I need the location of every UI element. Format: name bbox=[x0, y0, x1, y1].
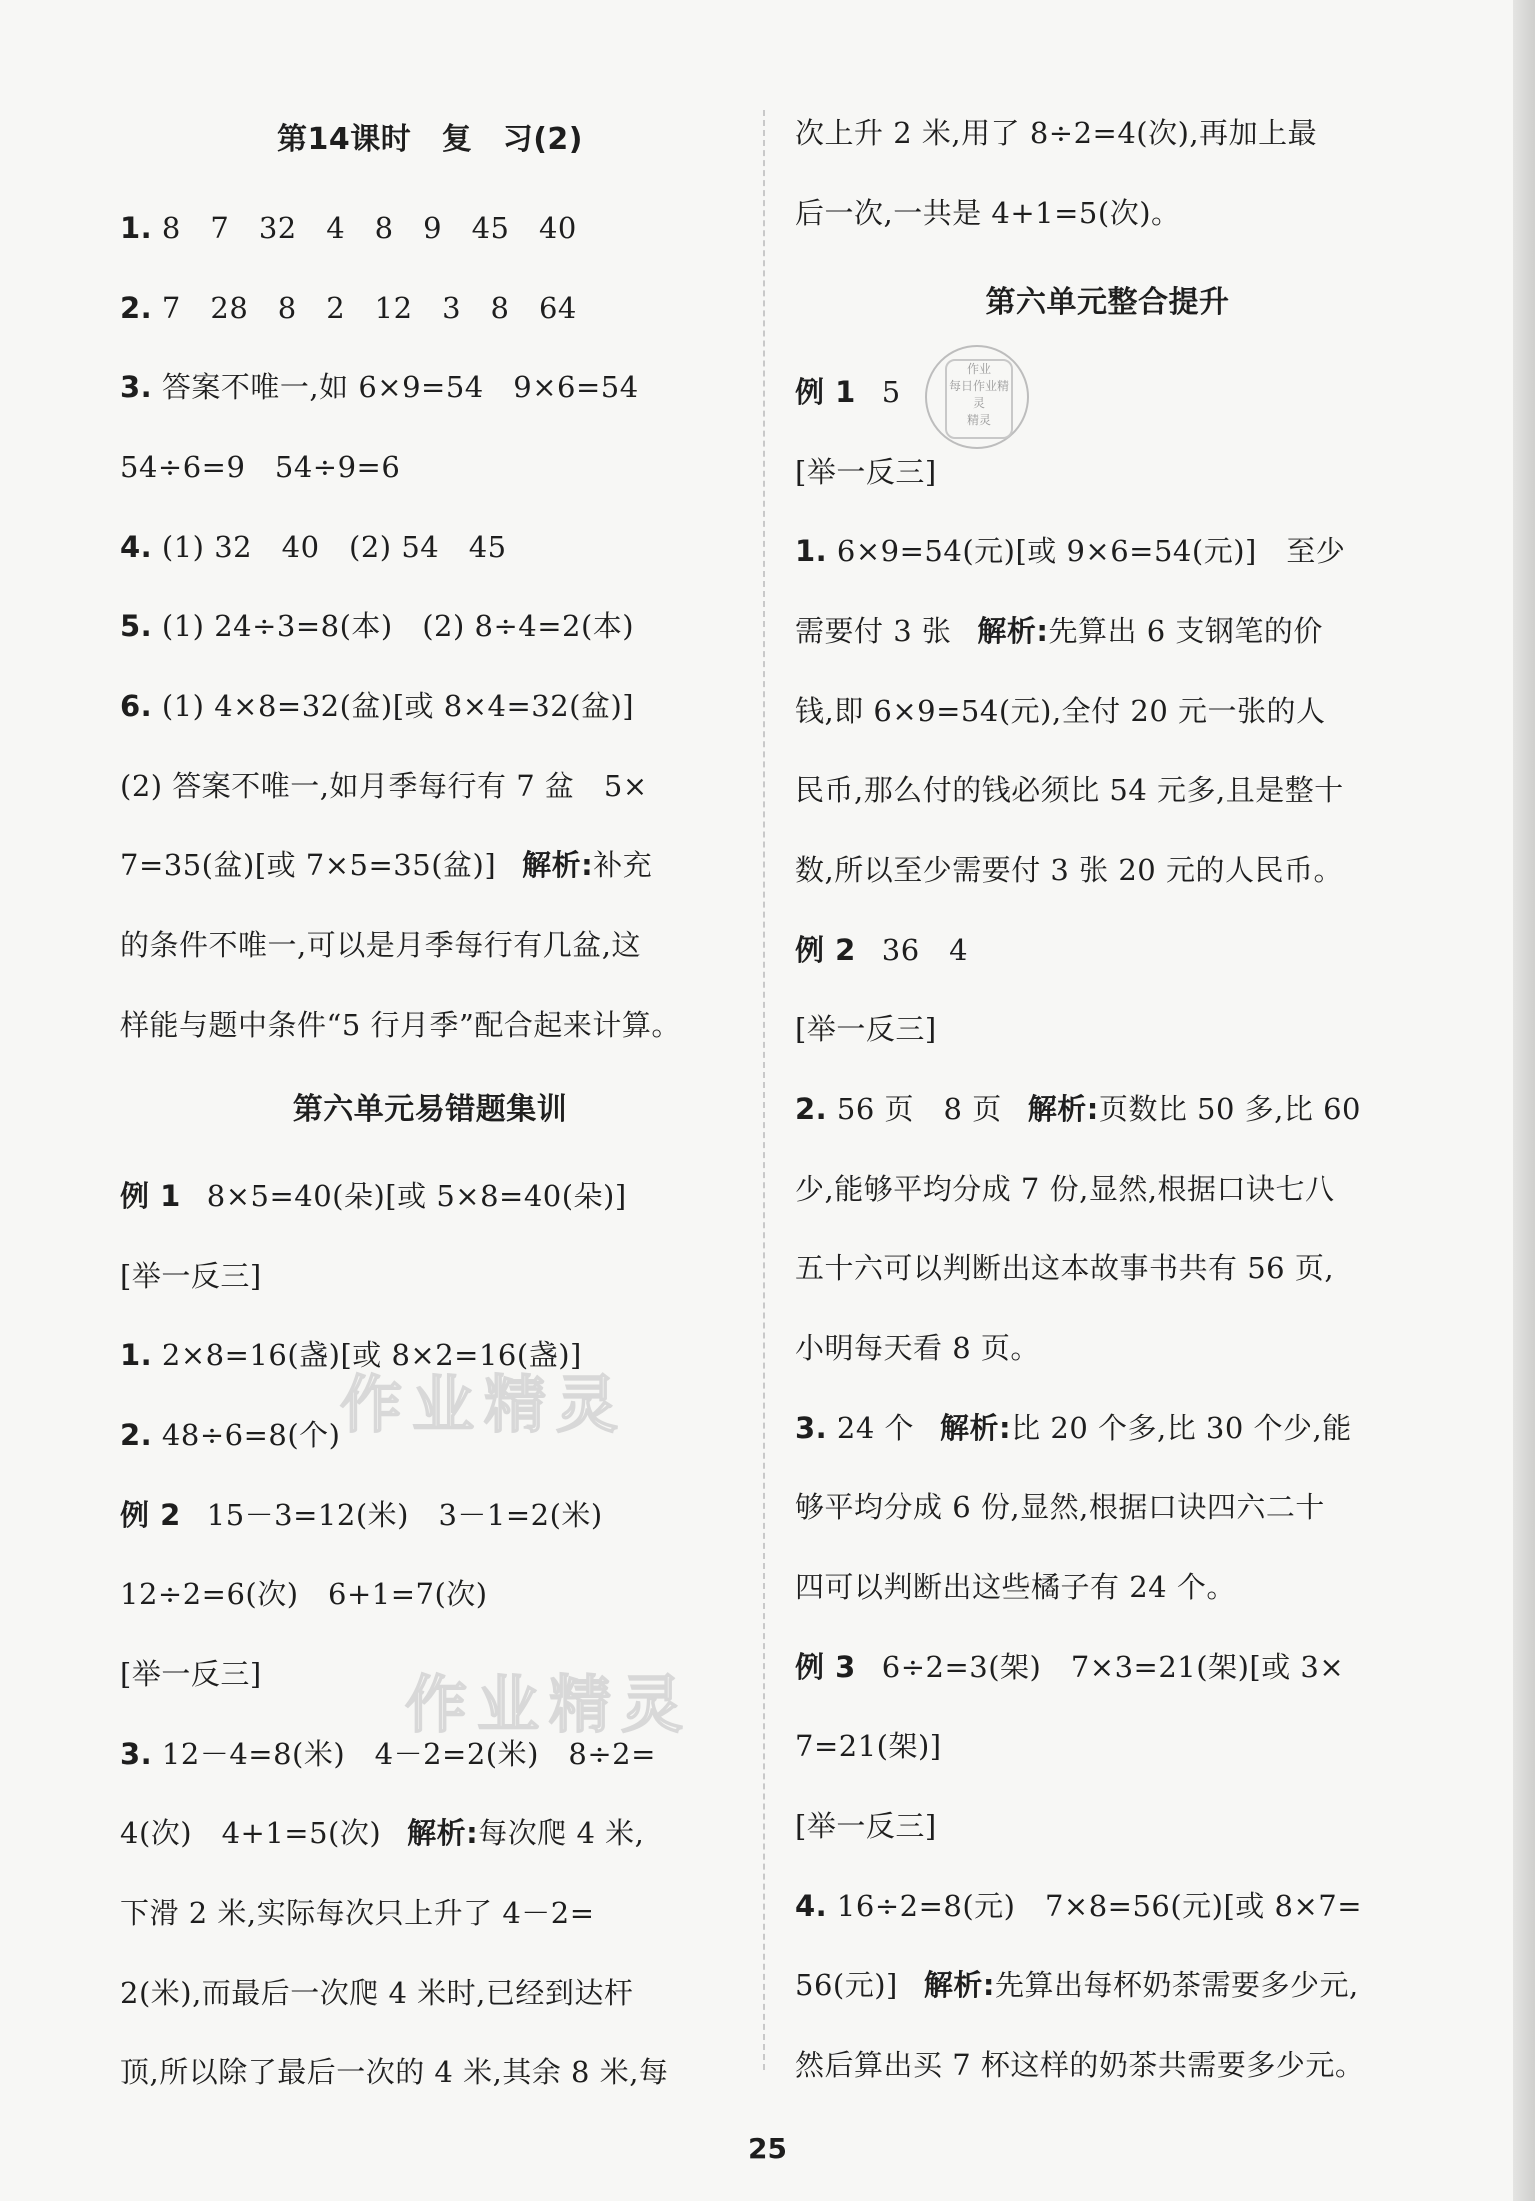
answer-line: 四可以判断出这些橘子有 24 个。 bbox=[795, 1570, 1236, 1604]
answer-line: 五十六可以判断出这本故事书共有 56 页, bbox=[795, 1251, 1335, 1285]
answer-item: 3. 答案不唯一,如 6×9=54 9×6=54 bbox=[120, 370, 639, 404]
answer-item: 3. 24 个 解析:比 20 个多,比 30 个少,能 bbox=[795, 1411, 1352, 1445]
example-item: 例 3 6÷2=3(架) 7×3=21(架)[或 3× bbox=[795, 1650, 1345, 1684]
answer-line: 小明每天看 8 页。 bbox=[795, 1331, 1040, 1365]
example-item: 例 2 36 4 bbox=[795, 933, 969, 967]
page-number: 25 bbox=[748, 2132, 787, 2165]
answer-line: 2(米),而最后一次爬 4 米时,已经到达杆 bbox=[120, 1976, 634, 2010]
answer-line: 下滑 2 米,实际每次只上升了 4－2= bbox=[120, 1896, 595, 1930]
answer-line: 钱,即 6×9=54(元),全付 20 元一张的人 bbox=[795, 694, 1326, 728]
answer-line: 少,能够平均分成 7 份,显然,根据口诀七八 bbox=[795, 1172, 1335, 1206]
answer-item: 3. 12－4=8(米) 4－2=2(米) 8÷2= bbox=[120, 1737, 656, 1771]
answer-item: 5. (1) 24÷3=8(本) (2) 8÷4=2(本) bbox=[120, 609, 635, 643]
answer-item: 4. (1) 32 40 (2) 54 45 bbox=[120, 530, 507, 564]
answer-line: 54÷6=9 54÷9=6 bbox=[120, 450, 401, 484]
stamp-logo: 作业 每日作业精灵 精灵 bbox=[925, 345, 1029, 449]
answer-line: 够平均分成 6 份,显然,根据口诀四六二十 bbox=[795, 1490, 1325, 1524]
answer-item: 2. 7 28 8 2 12 3 8 64 bbox=[120, 291, 577, 325]
answer-line: 样能与题中条件“5 行月季”配合起来计算。 bbox=[120, 1008, 681, 1042]
answer-line: 顶,所以除了最后一次的 4 米,其余 8 米,每 bbox=[120, 2055, 669, 2089]
answer-line: 的条件不唯一,可以是月季每行有几盆,这 bbox=[120, 928, 641, 962]
answer-line: 民币,那么付的钱必须比 54 元多,且是整十 bbox=[795, 773, 1344, 807]
answer-line: 然后算出买 7 杯这样的奶茶共需要多少元。 bbox=[795, 2048, 1365, 2082]
answer-line: 12÷2=6(次) 6+1=7(次) bbox=[120, 1577, 488, 1611]
answer-line: (2) 答案不唯一,如月季每行有 7 盆 5× bbox=[120, 769, 648, 803]
answer-line: 56(元)] 解析:先算出每杯奶茶需要多少元, bbox=[795, 1968, 1359, 2002]
practice-heading: [举一反三] bbox=[795, 455, 937, 489]
answer-item: 1. 6×9=54(元)[或 9×6=54(元)] 至少 bbox=[795, 534, 1346, 568]
section-title: 第六单元易错题集训 bbox=[292, 1092, 568, 1127]
practice-heading: [举一反三] bbox=[120, 1259, 262, 1293]
answer-line: 数,所以至少需要付 3 张 20 元的人民币。 bbox=[795, 853, 1343, 887]
watermark: 作业精灵 bbox=[340, 1368, 629, 1441]
answer-line: 后一次,一共是 4+1=5(次)。 bbox=[795, 196, 1181, 230]
section-title: 第六单元整合提升 bbox=[985, 285, 1230, 320]
answer-item: 2. 56 页 8 页 解析:页数比 50 多,比 60 bbox=[795, 1092, 1362, 1126]
column-divider bbox=[763, 110, 765, 2070]
practice-heading: [举一反三] bbox=[795, 1012, 937, 1046]
practice-heading: [举一反三] bbox=[795, 1809, 937, 1843]
page-edge bbox=[1513, 0, 1535, 2201]
answer-line: 需要付 3 张 解析:先算出 6 支钢笔的价 bbox=[795, 614, 1323, 648]
answer-line: 次上升 2 米,用了 8÷2=4(次),再加上最 bbox=[795, 116, 1318, 150]
answer-item: 6. (1) 4×8=32(盆)[或 8×4=32(盆)] bbox=[120, 689, 635, 723]
example-item: 例 1 8×5=40(朵)[或 5×8=40(朵)] bbox=[120, 1179, 627, 1213]
practice-heading: [举一反三] bbox=[120, 1657, 262, 1691]
example-item: 例 2 15－3=12(米) 3－1=2(米) bbox=[120, 1498, 603, 1532]
answer-line: 4(次) 4+1=5(次) 解析:每次爬 4 米, bbox=[120, 1816, 645, 1850]
answer-line: 7=35(盆)[或 7×5=35(盆)] 解析:补充 bbox=[120, 848, 653, 882]
answer-item: 1. 2×8=16(盏)[或 8×2=16(盏)] bbox=[120, 1338, 582, 1372]
section-title: 第14课时 复 习(2) bbox=[276, 122, 584, 157]
answer-item: 2. 48÷6=8(个) bbox=[120, 1418, 341, 1452]
answer-line: 7=21(架)] bbox=[795, 1729, 942, 1763]
answer-item: 1. 8 7 32 4 8 9 45 40 bbox=[120, 211, 577, 245]
answer-item: 4. 16÷2=8(元) 7×8=56(元)[或 8×7= bbox=[795, 1889, 1363, 1923]
watermark: 作业精灵 bbox=[405, 1668, 694, 1741]
example-item: 例 1 5 bbox=[795, 375, 901, 409]
